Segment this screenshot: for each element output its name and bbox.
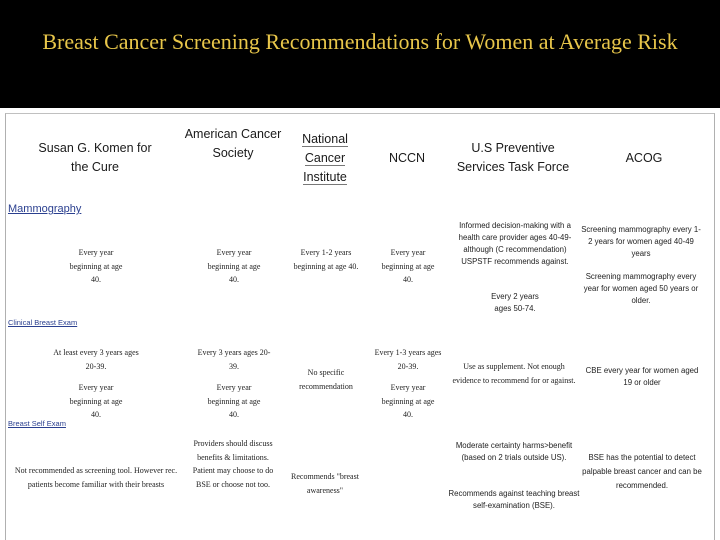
cbe-komen-20-39: At least every 3 years ages 20-39.	[53, 348, 139, 371]
mammo-uspstf-50-74: Every 2 years ages 50-74.	[491, 292, 539, 313]
cbe-uspstf: Use as supplement. Not enough evidence to recommend for or against.	[452, 362, 576, 385]
title-band	[0, 0, 720, 108]
bse-acs: Providers should discuss benefits & limitations. Patient may choose to do BSE or choose not too.	[192, 439, 274, 489]
mammo-acog-50-plus: Screening mammography every year for women aged 50 years or older.	[583, 272, 699, 305]
bse-acog: BSE has the potential to detect palpable breast cancer and can be recommended.	[582, 453, 702, 490]
cbe-acog: CBE every year for women aged 19 or older	[585, 366, 699, 387]
bse-uspstf-harms: Moderate certainty harms>benefit (based on 2 trials outside US).	[455, 441, 573, 462]
header-acog: ACOG	[625, 151, 663, 165]
mammo-acog-40-49: Screening mammography every 1-2 years for women aged 40-49 years	[581, 225, 701, 258]
slide-title: Breast Cancer Screening Recommendations for Women at Average Risk	[42, 28, 678, 54]
bse-komen: Not recommended as screening tool. However rec. patients become familiar with their breasts	[14, 466, 178, 489]
mammo-nci: Every 1-2 years beginning at age 40.	[293, 248, 359, 271]
cbe-nci: No specific recommendation	[299, 368, 353, 391]
mammo-nccn: Every year beginning at age 40.	[381, 248, 435, 284]
mammo-uspstf-40-49: Informed decision-making with a health care provider ages 40-49- although (C recommendation) USPSTF recommends against.	[458, 221, 572, 266]
mammo-acs: Every year beginning at age 40.	[207, 248, 261, 284]
cbe-nccn-20-39: Every 1-3 years ages 20-39.	[374, 348, 442, 371]
section-breast-self-exam: Breast Self Exam	[8, 419, 66, 428]
cbe-nccn-40-plus: Every year beginning at age 40.	[381, 383, 435, 419]
bse-nci: Recommends "breast awareness"	[291, 472, 359, 495]
header-nci	[282, 130, 368, 187]
bse-uspstf-against: Recommends against teaching breast self-examination (BSE).	[448, 489, 580, 510]
mammo-komen: Every year beginning at age 40.	[69, 248, 123, 284]
header-acs: American Cancer Society	[184, 127, 282, 160]
section-clinical-breast-exam: Clinical Breast Exam	[8, 318, 78, 327]
section-mammography: Mammography	[8, 203, 82, 215]
cbe-acs-40-plus: Every year beginning at age 40.	[207, 383, 261, 419]
header-nci-text: National Cancer Institute	[302, 132, 348, 184]
header-uspstf: U.S Preventive Services Task Force	[456, 141, 570, 174]
cbe-acs-20-39: Every 3 years ages 20-39.	[197, 348, 271, 371]
header-komen: Susan G. Komen for the Cure	[38, 141, 152, 174]
header-nccn: NCCN	[388, 151, 426, 165]
cbe-komen-40-plus: Every year beginning at age 40.	[69, 383, 123, 419]
